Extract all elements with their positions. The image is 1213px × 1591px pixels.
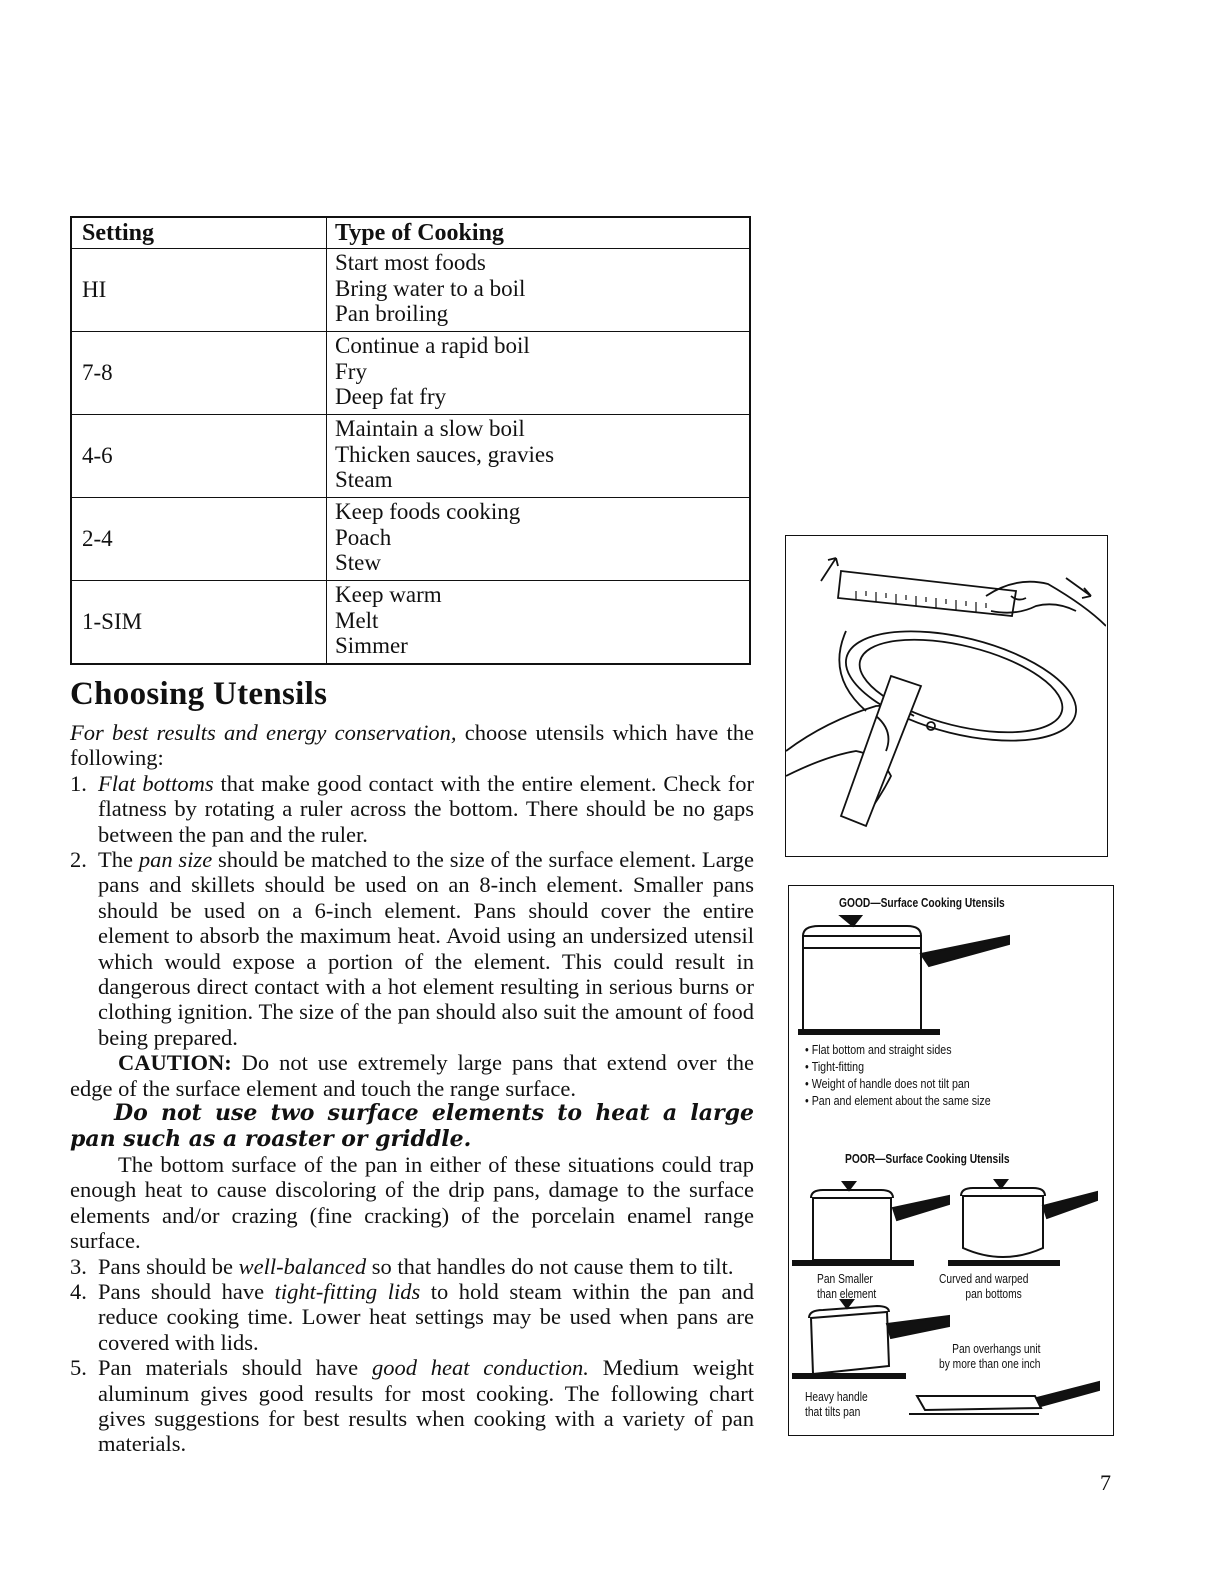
type-line: Continue a rapid boil: [335, 333, 530, 358]
list-text: so that handles do not cause them to tilt.: [366, 1253, 734, 1279]
list-text: that make good contact with the entire element. Check for flatness by rotating a ruler across the bottom. There should be no gaps between the pan and the ruler.: [98, 770, 754, 847]
type-line: Thicken sauces, gravies: [335, 441, 555, 467]
good-utensils-bullets: [805, 1041, 991, 1109]
bullet-item: • Flat bottom and straight sides: [805, 1041, 991, 1058]
caption-line: than element: [817, 1287, 877, 1301]
caution-label: CAUTION:: [118, 1050, 232, 1076]
caption-line: by more than one inch: [939, 1357, 1041, 1371]
table-row: [72, 249, 749, 332]
type-line: Pan broiling: [335, 301, 449, 326]
caption-heavy-handle: [805, 1390, 868, 1420]
caption-curved-bottoms: [939, 1272, 1028, 1302]
type-line: Maintain a slow boil: [335, 416, 525, 441]
list-text: Pans should have: [98, 1278, 275, 1304]
list-emphasis: good heat conduction.: [371, 1355, 589, 1381]
type-line: Stew: [335, 550, 381, 575]
caption-line: Curved and warped: [939, 1272, 1029, 1286]
body-text: [70, 720, 754, 1457]
bullet-item: • Pan and element about the same size: [805, 1092, 991, 1109]
setting-cell: 1-SIM: [72, 581, 327, 663]
type-line: Start most foods: [335, 250, 486, 275]
list-text: should be matched to the size of the surface element. Large pans and skillets should be used on an 8-inch element. Smaller pans should be used on a 6-inch element. Pans should cover the entire element to absorb the maximum heat. Avoid using an undersized utensil which would expose a portion of the element. This could result in dangerous direct contact with a hot element resulting in serious burns or clothing ignition. The size of the pan should also suit the amount of food being prepared.: [98, 847, 755, 1050]
type-cell: [327, 581, 749, 663]
bottom-surface-paragraph: The bottom surface of the pan in either of these situations could trap enough heat to cause discoloring of the drip pans, damage to the surface elements and/or crazing (fine cracking) of the porcelain enamel range surface.: [70, 1151, 754, 1254]
list-text: The: [98, 847, 139, 873]
caption-line: pan bottoms: [965, 1287, 1022, 1301]
type-line: Bring water to a boil: [335, 275, 526, 301]
bullet-item: • Weight of handle does not tilt pan: [805, 1075, 991, 1092]
table-row: [72, 498, 749, 581]
page-number: 7: [1100, 1470, 1111, 1495]
caption-line: Heavy handle: [805, 1390, 868, 1404]
list-item: [70, 1355, 754, 1457]
setting-cell: 2-4: [72, 498, 327, 580]
setting-cell: 4-6: [72, 415, 327, 497]
ruler-flatness-illustration: [785, 535, 1108, 857]
caption-line: that tilts pan: [805, 1405, 861, 1419]
list-text: to hold steam within the pan and reduce cooking time. Lower heat settings may be used when pans are covered with lids.: [98, 1278, 754, 1355]
ruler-pan-drawing: [786, 536, 1106, 855]
type-cell: [327, 249, 749, 331]
table-row: [72, 415, 749, 498]
caption-pan-smaller: [817, 1272, 876, 1302]
caption-pan-overhangs: [939, 1342, 1040, 1372]
list-number: 4.: [70, 1278, 87, 1304]
list-emphasis: Flat bottoms: [98, 770, 214, 796]
type-line: Keep foods cooking: [335, 499, 521, 524]
list-item: [70, 1279, 754, 1355]
type-line: Steam: [335, 467, 393, 492]
table-row: [72, 332, 749, 415]
type-column-header: Type of Cooking: [335, 220, 504, 246]
cooking-settings-table: [70, 216, 751, 665]
setting-cell: HI: [72, 249, 327, 331]
list-number: 2.: [70, 847, 87, 873]
list-item: [70, 771, 754, 847]
list-emphasis: well-balanced: [238, 1253, 367, 1279]
type-line: Melt: [335, 607, 379, 633]
setting-cell: 7-8: [72, 332, 327, 414]
good-utensils-title: GOOD—Surface Cooking Utensils: [839, 896, 1005, 910]
type-line: Deep fat fry: [335, 384, 447, 409]
table-row: [72, 581, 749, 663]
list-number: 3.: [70, 1253, 87, 1279]
list-text: Medium weight aluminum gives good results for most cooking. The following chart gives suggestions for best results when cooking with a variety of pan materials.: [98, 1355, 755, 1457]
list-number: 1.: [70, 770, 87, 796]
caption-line: Pan overhangs unit: [952, 1342, 1041, 1356]
caution-text: Do not use extremely large pans that extend over the edge of the surface element and touch the range surface.: [70, 1050, 754, 1101]
type-line: Poach: [335, 524, 392, 550]
intro-emphasis: For best results and energy conservation,: [70, 720, 457, 745]
bullet-item: • Tight-fitting: [805, 1058, 991, 1075]
caution-paragraph: [70, 1050, 754, 1101]
setting-column-header: Setting: [72, 218, 327, 248]
poor-utensils-title: POOR—Surface Cooking Utensils: [845, 1152, 1010, 1166]
list-emphasis: pan size: [138, 847, 213, 873]
utensil-comparison-illustration: [788, 885, 1114, 1436]
utensil-requirements-list: [70, 771, 754, 1050]
utensil-requirements-list-continued: [70, 1254, 754, 1457]
type-cell: [327, 415, 749, 497]
list-text: Pan materials should have: [98, 1355, 372, 1381]
type-line: Fry: [335, 358, 367, 384]
list-item: [70, 847, 754, 1050]
type-cell: [327, 498, 749, 580]
type-cell: [327, 332, 749, 414]
table-header-row: [72, 218, 749, 249]
intro-text: choose utensils which have the following:: [70, 720, 754, 771]
list-item: [70, 1254, 754, 1279]
list-emphasis: tight-fitting lids: [274, 1278, 421, 1304]
list-number: 5.: [70, 1355, 87, 1381]
list-text: Pans should be: [98, 1253, 239, 1279]
type-line: Simmer: [335, 633, 408, 658]
warning-paragraph: Do not use two surface elements to heat a large pan such as a roaster or griddle.: [70, 1100, 754, 1152]
type-line: Keep warm: [335, 582, 442, 607]
caption-line: Pan Smaller: [817, 1272, 873, 1286]
section-heading: Choosing Utensils: [70, 676, 328, 712]
intro-paragraph: [70, 720, 754, 771]
